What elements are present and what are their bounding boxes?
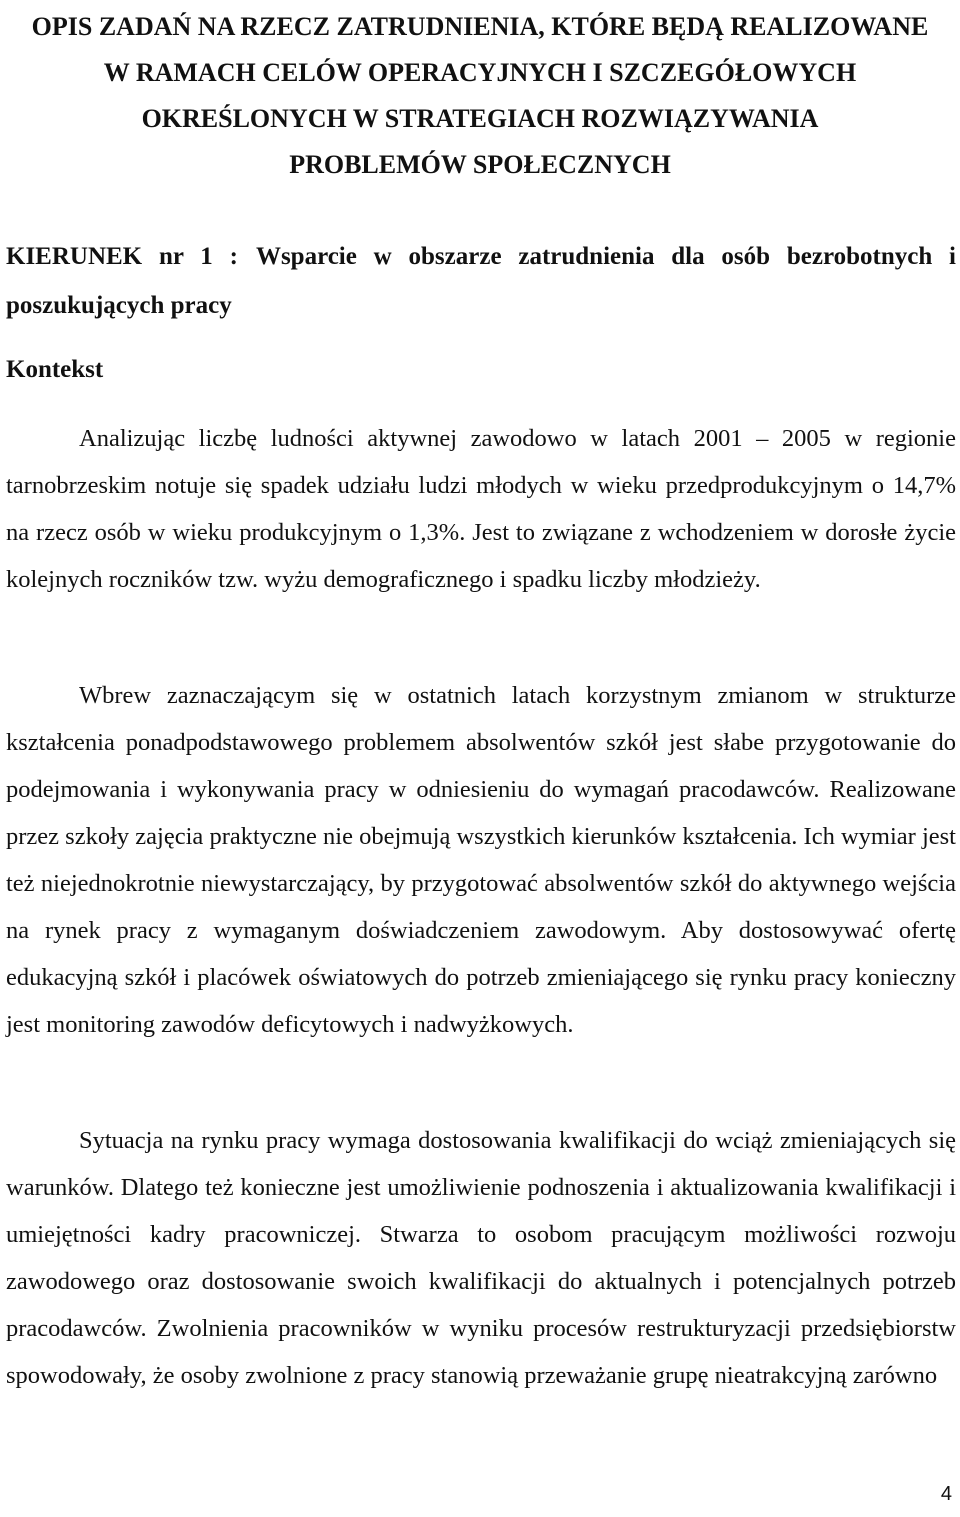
title-line: PROBLEMÓW SPOŁECZNYCH bbox=[289, 150, 671, 179]
context-heading: Kontekst bbox=[6, 356, 104, 383]
document-title bbox=[0, 4, 960, 188]
page-number: 4 bbox=[940, 1483, 952, 1505]
paragraph: Sytuacja na rynku pracy wymaga dostosowania kwalifikacji do wciąż zmieniających się warunków. Dlatego też konieczne jest umożliwienie podnoszenia i aktualizowania kwalifikacji i umiejętności kadry pracowniczej. Stwarza to osobom pracującym możliwości rozwoju zawodowego oraz dostosowanie swoich kwalifikacji do aktualnych i potencjalnych potrzeb pracodawców. Zwolnienia pracowników w wyniku procesów restrukturyzacji przedsiębiorstw spowodowały, że osoby zwolnione z pracy stanowią przeważanie grupę nieatrakcyjną zarówno bbox=[6, 1127, 956, 1389]
paragraph: Analizując liczbę ludności aktywnej zawodowo w latach 2001 – 2005 w regionie tarnobrzeskim notuje się spadek udziału ludzi młodych w wieku przedprodukcyjnym o 14,7% na rzecz osób w wieku produkcyjnym o 1,3%. Jest to związane z wchodzeniem w dorosłe życie kolejnych roczników tzw. wyżu demograficznego i spadku liczby młodzieży. bbox=[6, 425, 956, 593]
direction-heading bbox=[6, 232, 956, 330]
title-line: OKREŚLONYCH W STRATEGIACH ROZWIĄZYWANIA bbox=[141, 104, 819, 133]
paragraph: Wbrew zaznaczającym się w ostatnich latach korzystnym zmianom w strukturze kształcenia ponadpodstawowego problemem absolwentów szkół jest słabe przygotowanie do podejmowania i wykonywania pracy w odniesieniu do wymagań pracodawców. Realizowane przez szkoły zajęcia praktyczne nie obejmują wszystkich kierunków kształcenia. Ich wymiar jest też niejednokrotnie niewystarczający, by przygotować absolwentów szkół do aktywnego wejścia na rynek pracy z wymaganym doświadczeniem zawodowym. Aby dostosowywać ofertę edukacyjną szkół i placówek oświatowych do potrzeb zmieniającego się rynku pracy konieczny jest monitoring zawodów deficytowych i nadwyżkowych. bbox=[6, 682, 956, 1038]
direction-text: Wsparcie w obszarze zatrudnienia dla osób bezrobotnych i poszukujących pracy bbox=[6, 243, 956, 319]
title-line: OPIS ZADAŃ NA RZECZ ZATRUDNIENIA, KTÓRE BĘDĄ REALIZOWANE bbox=[31, 12, 929, 41]
direction-label: KIERUNEK nr 1 : bbox=[6, 243, 238, 270]
title-line: W RAMACH CELÓW OPERACYJNYCH I SZCZEGÓŁOWYCH bbox=[103, 58, 857, 87]
